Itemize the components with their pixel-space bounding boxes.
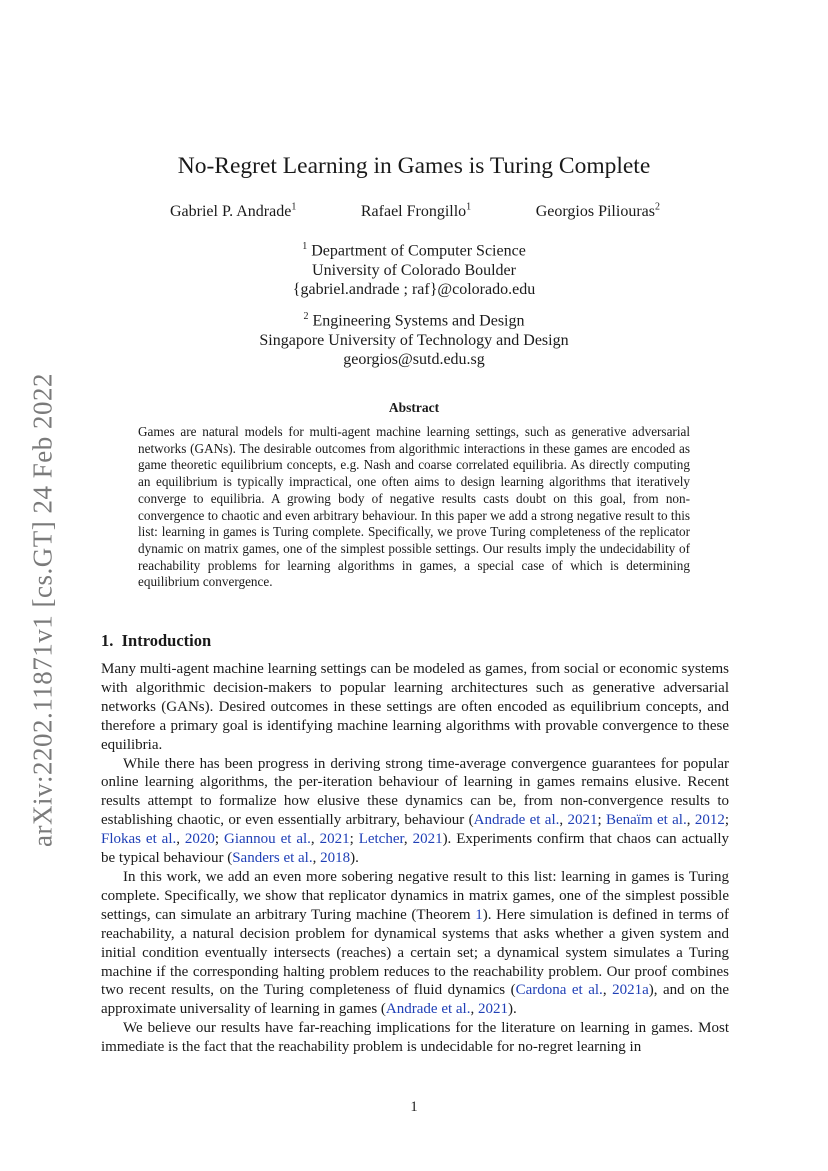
- text-run: ).: [350, 850, 359, 867]
- text-run: ;: [597, 812, 606, 829]
- text-run: ). Experiments confirm that chaos can actually be typical behaviour (: [101, 831, 730, 867]
- affiliation-2: $^2$ Engineering Systems and Design Singapore University of Technology and Design georgios@sutd.edu.sg: [259, 311, 569, 369]
- abstract-text: Games are natural models for multi-agent machine learning settings, such as generative adversarial networks (GANs). The desirable outcomes from algorithmic interactions in these games are encoded as game theoretic equilibrium concepts, e.g. Nash and coarse correlated equilibria. As directly computing an equilibrium is typically impractical, one often aims to design learning algorithms that iteratively converge to equilibria. A growing body of negative results casts doubt on this goal, from non-convergence to chaotic and even arbitrary behaviour. In this paper we add a strong negative result to this list: learning in games is Turing complete. Specifically, we prove Turing completeness of the replicator dynamic on matrix games, one of the simplest possible settings. Our results imply the undecidability of reachability problems for learning algorithms in games, a special case of which is determining equilibrium convergence.: [138, 424, 690, 590]
- citation-link[interactable]: Flokas et al.: [101, 831, 177, 848]
- citation-link[interactable]: 1: [475, 906, 483, 923]
- text-run: ).: [507, 1001, 517, 1018]
- citation-link[interactable]: 2020: [184, 831, 215, 848]
- citation-link[interactable]: Letcher: [358, 831, 404, 848]
- text-run: ,: [312, 850, 321, 867]
- section-heading: 1. Introduction: [101, 631, 212, 650]
- citation-link[interactable]: Giannou et al.: [224, 831, 311, 848]
- arxiv-sidebar: [18, 360, 68, 860]
- text-run: ;: [214, 831, 225, 848]
- author: Rafael Frongillo$^1$: [360, 201, 472, 220]
- arxiv-identifier: arXiv:2202.11871v1 [cs.GT] 24 Feb 2022: [27, 373, 58, 847]
- author: Gabriel P. Andrade$^1$: [170, 201, 297, 220]
- text-run: ;: [349, 831, 359, 848]
- citation-link[interactable]: 2021a: [612, 982, 649, 999]
- paragraph: [101, 1019, 729, 1057]
- text-run: ,: [559, 812, 568, 829]
- text-run: While there has been progress in deriving strong time-average convergence guarantees for popular online learning algorithms, the per-iteration behaviour of learning in games remains elusive. Recent results attempt to formalize how elusive these dynamics can be, from non-convergence results to establishing chaotic, or even essentially arbitrary, behaviour (: [101, 755, 729, 829]
- paragraph: [101, 660, 729, 755]
- text-run: ,: [403, 831, 413, 848]
- affiliation-1: $^1$ Department of Computer Science University of Colorado Boulder {gabriel.andrade ; raf}@colorado.edu: [292, 241, 536, 299]
- citation-link[interactable]: Andrade et al.: [473, 812, 560, 829]
- paragraph: [101, 868, 729, 1019]
- page-number: 1: [410, 1099, 418, 1115]
- text-run: ). Here simulation is defined in terms of reachability, a natural decision problem for dynamical systems that asks whether a given system and initial condition eventually intersects (reaches) a certain set; a dynamical system simulates a Turing machine if the corresponding halting problem reduces to the reachability problem. Our proof combines two recent results, on the Turing completeness of fluid dynamics (: [101, 906, 729, 999]
- text-run: Many multi-agent machine learning settings can be modeled as games, from social or economic systems with algorithmic decision-makers to popular learning architectures such as generative adversarial networks (GANs). Desired outcomes in these settings are often encoded as equilibrium concepts, and therefore a primary goal is identifying machine learning algorithms with provable convergence to these equilibria.: [101, 661, 729, 753]
- text-run: We believe our results have far-reaching implications for the literature on learning in games. Most immediate is the fact that the reachability problem is undecidable for no-regret learning in: [101, 1020, 729, 1056]
- citation-link[interactable]: Andrade et al.: [385, 1001, 471, 1018]
- paragraph: [101, 755, 729, 868]
- citation-link[interactable]: 2012: [694, 812, 725, 829]
- author-list: [170, 203, 660, 221]
- author: Georgios Piliouras$^2$: [535, 201, 660, 220]
- citation-link[interactable]: 2021: [567, 812, 598, 829]
- text-run: ,: [310, 831, 320, 848]
- text-run: ), and on the approximate universality of learning in games (: [101, 982, 729, 1018]
- citation-link[interactable]: Cardona et al.: [515, 982, 603, 999]
- text-run: ,: [176, 831, 185, 848]
- citation-link[interactable]: 2021: [412, 831, 443, 848]
- citation-link[interactable]: 2021: [477, 1001, 508, 1018]
- text-run: ,: [470, 1001, 478, 1018]
- citation-link[interactable]: 2018: [320, 850, 351, 867]
- text-run: In this work, we add an even more sobering negative result to this list: learning in games is Turing complete. Specifically, we show that replicator dynamics in matrix games, one of the simplest possible settings, can simulate an arbitrary Turing machine (Theorem: [101, 868, 729, 923]
- paper-title: No-Regret Learning in Games is Turing Complete: [177, 153, 651, 179]
- text-run: ,: [602, 982, 613, 999]
- abstract-heading: Abstract: [388, 400, 440, 415]
- introduction-body: [101, 660, 729, 1057]
- text-run: ,: [686, 812, 695, 829]
- citation-link[interactable]: 2021: [319, 831, 350, 848]
- text-run: ;: [724, 812, 729, 829]
- citation-link[interactable]: Benaïm et al.: [605, 812, 687, 829]
- citation-link[interactable]: Sanders et al.: [232, 850, 313, 867]
